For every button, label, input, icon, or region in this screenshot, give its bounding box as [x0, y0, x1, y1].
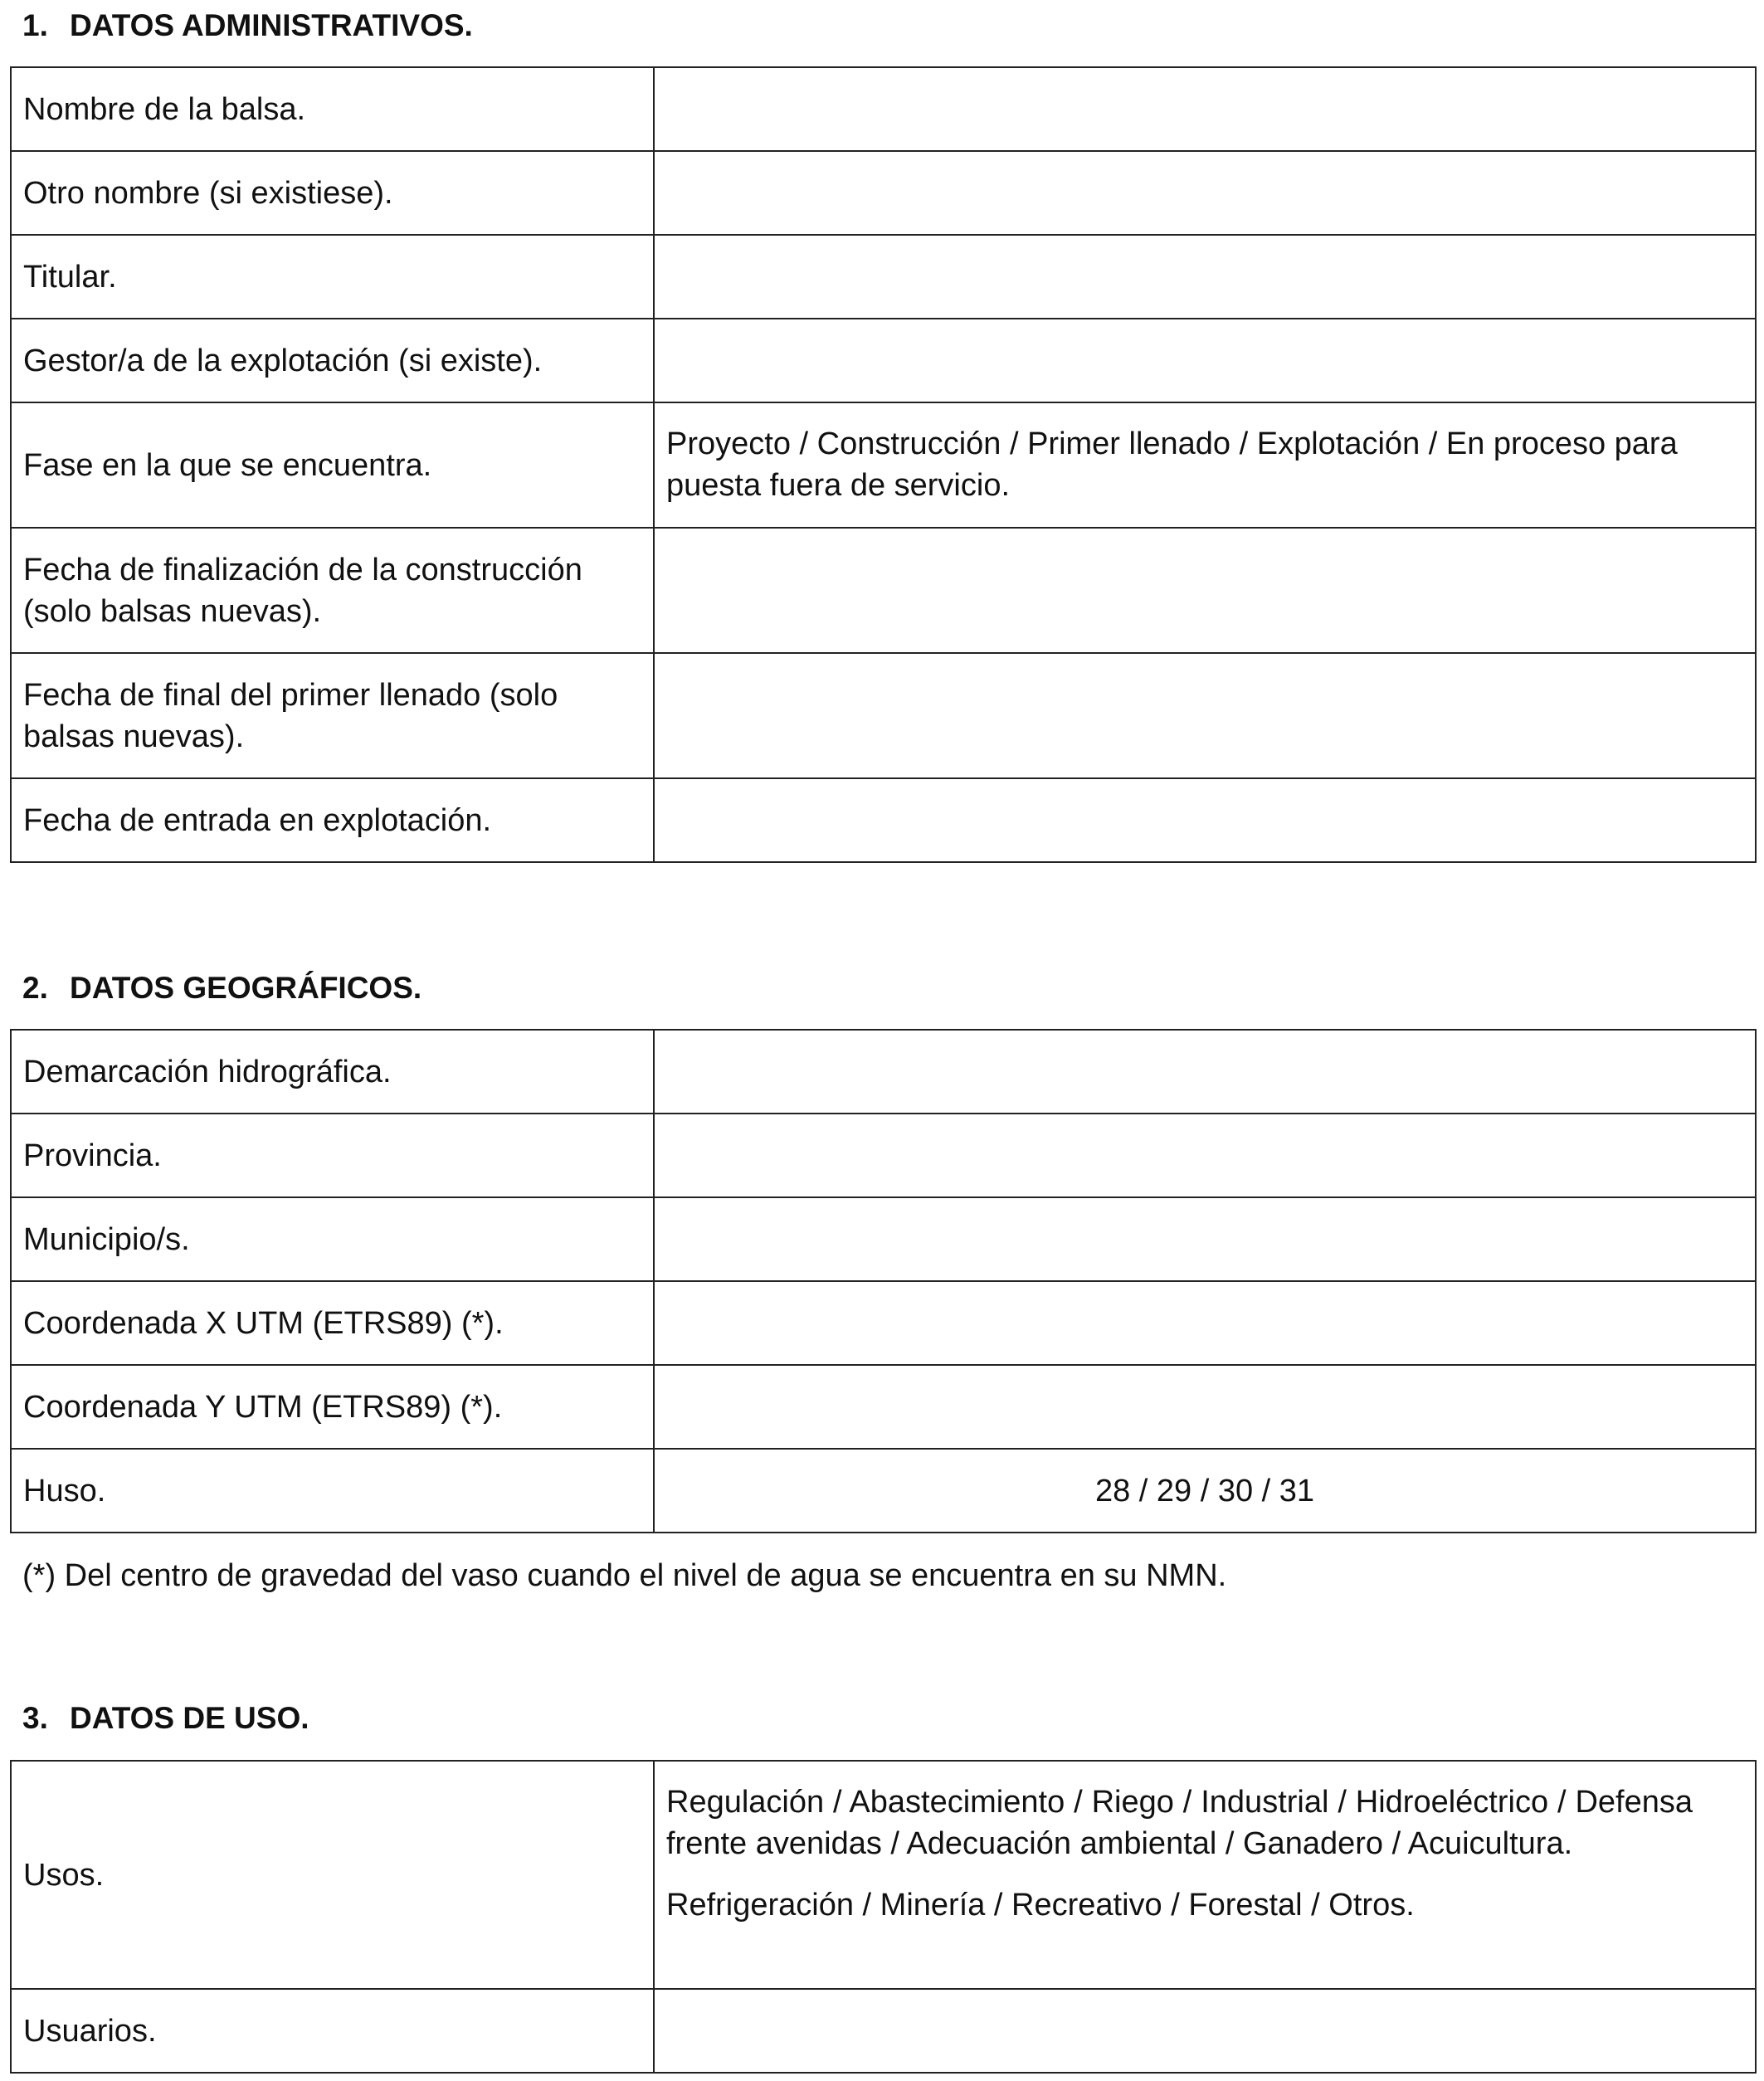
- table-row: [11, 1449, 1756, 1533]
- section-2-heading: DATOS GEOGRÁFICOS.: [70, 971, 422, 1005]
- field-label: Titular.: [11, 235, 654, 319]
- table-row: [11, 1365, 1756, 1449]
- table-row: [11, 67, 1756, 151]
- field-value[interactable]: [654, 151, 1756, 235]
- field-label: Provincia.: [11, 1114, 654, 1197]
- table-row: [11, 1030, 1756, 1114]
- field-value[interactable]: [654, 1365, 1756, 1449]
- footnote: (*) Del centro de gravedad del vaso cuando el nivel de agua se encuentra en su NMN.: [22, 1558, 1227, 1593]
- field-value[interactable]: [654, 653, 1756, 778]
- section-2-number: 2.: [22, 971, 48, 1005]
- field-value[interactable]: [654, 1197, 1756, 1281]
- field-label: Coordenada X UTM (ETRS89) (*).: [11, 1281, 654, 1365]
- section-3-heading: DATOS DE USO.: [70, 1701, 309, 1735]
- field-value[interactable]: [654, 1114, 1756, 1197]
- table-row: [11, 528, 1756, 653]
- table-row: [11, 319, 1756, 402]
- field-value[interactable]: Proyecto / Construcción / Primer llenado / Explotación / En proceso para puesta fuera de servicio.: [654, 402, 1756, 528]
- administrative-data-table: [10, 66, 1757, 863]
- table-row: [11, 1281, 1756, 1365]
- field-label: Otro nombre (si existiese).: [11, 151, 654, 235]
- uses-options-primary: Regulación / Abastecimiento / Riego / Industrial / Hidroeléctrico / Defensa frente avenidas / Adecuación ambiental / Ganadero / Acuicultura.: [666, 1785, 1693, 1861]
- table-row: [11, 235, 1756, 319]
- field-value[interactable]: [654, 1281, 1756, 1365]
- section-3-number: 3.: [22, 1701, 48, 1735]
- section-1-title: [22, 7, 473, 44]
- field-value[interactable]: [654, 1989, 1756, 2073]
- field-label: Fecha de finalización de la construcción (solo balsas nuevas).: [11, 528, 654, 653]
- field-value[interactable]: [654, 778, 1756, 862]
- usage-data-table: [10, 1760, 1757, 2074]
- field-label: Municipio/s.: [11, 1197, 654, 1281]
- section-1-number: 1.: [22, 8, 48, 42]
- table-row: [11, 1197, 1756, 1281]
- field-label: Coordenada Y UTM (ETRS89) (*).: [11, 1365, 654, 1449]
- field-value[interactable]: [654, 67, 1756, 151]
- field-label: Huso.: [11, 1449, 654, 1533]
- field-value[interactable]: 28 / 29 / 30 / 31: [654, 1449, 1756, 1533]
- table-row: [11, 1989, 1756, 2073]
- field-label: Fase en la que se encuentra.: [11, 402, 654, 528]
- field-label: Usos.: [11, 1761, 654, 1989]
- field-label: Nombre de la balsa.: [11, 67, 654, 151]
- section-3-title: [22, 1700, 309, 1737]
- field-label: Fecha de final del primer llenado (solo balsas nuevas).: [11, 653, 654, 778]
- field-value[interactable]: [654, 1030, 1756, 1114]
- field-value[interactable]: [654, 528, 1756, 653]
- field-value[interactable]: [654, 235, 1756, 319]
- table-row: [11, 402, 1756, 528]
- geographic-data-table: [10, 1029, 1757, 1533]
- field-label: Demarcación hidrográfica.: [11, 1030, 654, 1114]
- table-row: [11, 778, 1756, 862]
- uses-options-secondary: Refrigeración / Minería / Recreativo / Forestal / Otros.: [666, 1888, 1415, 1923]
- field-value[interactable]: [654, 319, 1756, 402]
- table-row: [11, 151, 1756, 235]
- field-label: Usuarios.: [11, 1989, 654, 2073]
- table-row: [11, 653, 1756, 778]
- section-2-title: [22, 970, 422, 1006]
- table-row: [11, 1761, 1756, 1989]
- field-label: Fecha de entrada en explotación.: [11, 778, 654, 862]
- section-1-heading: DATOS ADMINISTRATIVOS.: [70, 8, 473, 42]
- table-row: [11, 1114, 1756, 1197]
- field-label: Gestor/a de la explotación (si existe).: [11, 319, 654, 402]
- field-value[interactable]: [654, 1761, 1756, 1989]
